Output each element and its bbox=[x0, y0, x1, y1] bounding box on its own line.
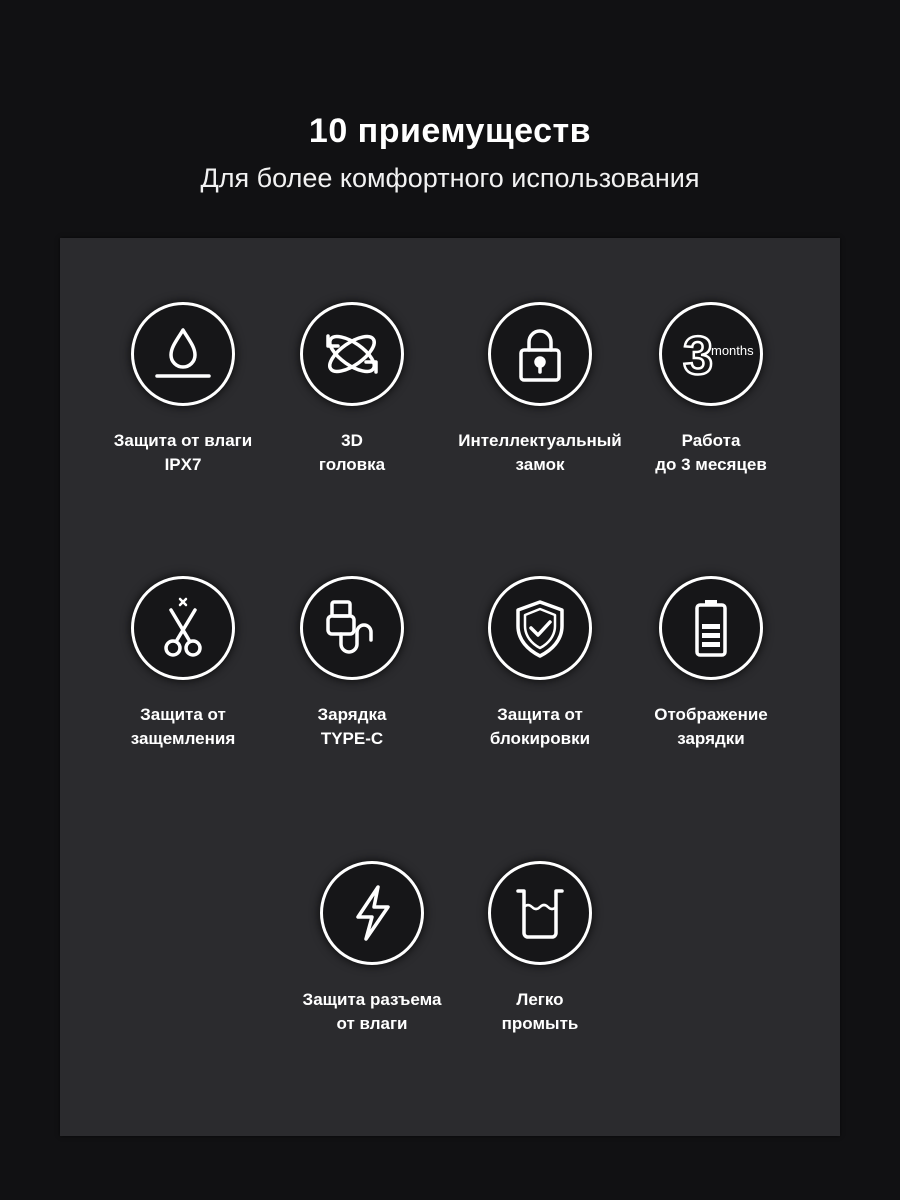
battery-icon bbox=[659, 576, 763, 680]
shield-check-icon bbox=[488, 576, 592, 680]
svg-text:3: 3 bbox=[683, 326, 714, 386]
feature-smart-lock bbox=[440, 302, 640, 477]
water-drop-icon bbox=[131, 302, 235, 406]
svg-text:months: months bbox=[711, 343, 754, 358]
feature-label: Легко промыть bbox=[501, 990, 579, 1033]
feature-label: Защита разъема от влаги bbox=[302, 990, 442, 1033]
feature-3-months bbox=[611, 302, 811, 477]
header bbox=[0, 108, 900, 198]
feature-label: Защита от блокировки bbox=[489, 705, 591, 748]
feature-easy-wash bbox=[440, 861, 640, 1036]
feature-label: Защита от влаги IPX7 bbox=[113, 431, 253, 474]
page-subtitle: Для более комфортного использования bbox=[200, 163, 700, 193]
lightning-icon bbox=[320, 861, 424, 965]
feature-type-c bbox=[252, 576, 452, 751]
feature-charge-display bbox=[611, 576, 811, 751]
lock-icon bbox=[488, 302, 592, 406]
features-panel bbox=[60, 238, 840, 1136]
3d-rotation-icon bbox=[300, 302, 404, 406]
feature-block-protection bbox=[440, 576, 640, 751]
feature-3d-head bbox=[252, 302, 452, 477]
feature-label: 3D головка bbox=[318, 431, 386, 474]
feature-label: Зарядка TYPE-C bbox=[317, 705, 387, 748]
feature-label: Отображение зарядки bbox=[654, 705, 768, 748]
3-months-icon bbox=[659, 302, 763, 406]
page-title: 10 приемуществ bbox=[308, 112, 592, 150]
feature-label: Защита от защемления bbox=[130, 705, 236, 748]
usb-cable-icon bbox=[300, 576, 404, 680]
water-container-icon bbox=[488, 861, 592, 965]
feature-label: Интеллектуальный замок bbox=[458, 431, 622, 474]
feature-label: Работа до 3 месяцев bbox=[655, 431, 767, 474]
scissors-icon bbox=[131, 576, 235, 680]
